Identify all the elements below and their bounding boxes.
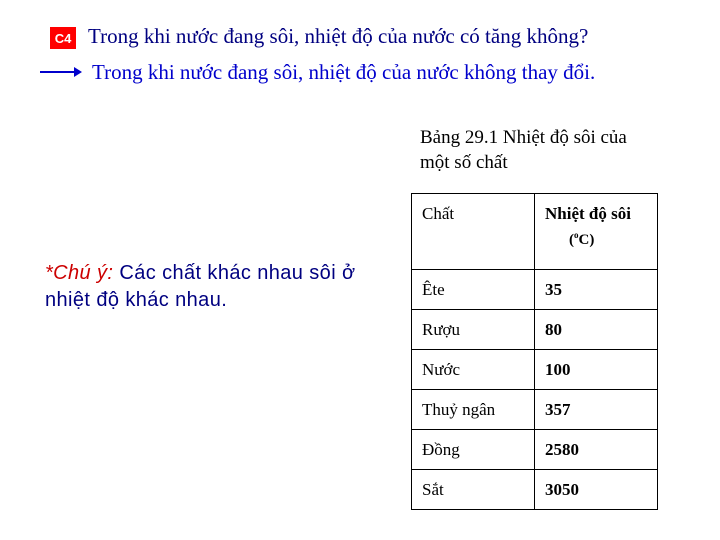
header-unit [545, 230, 657, 249]
row-value: 3050 [535, 470, 658, 510]
table-row [412, 470, 658, 510]
note-lead: *Chú ý: [45, 262, 114, 284]
header-substance: Chất [412, 194, 535, 270]
table-caption [420, 125, 680, 175]
header-boiling-point-label: Nhiệt độ sôi [545, 204, 631, 223]
row-substance: Đồng [412, 430, 535, 470]
header-boiling-point [535, 194, 658, 270]
unit-close: C) [578, 232, 595, 248]
row-substance: Nước [412, 350, 535, 390]
note-block [45, 260, 385, 314]
table-row [412, 430, 658, 470]
unit-open: ( [569, 232, 574, 248]
row-substance: Thuỷ ngân [412, 390, 535, 430]
table-row [412, 350, 658, 390]
question-badge: C4 [50, 27, 76, 49]
caption-line-1: Bảng 29.1 Nhiệt độ sôi của [420, 127, 627, 148]
row-value: 357 [535, 390, 658, 430]
row-value: 35 [535, 270, 658, 310]
row-value: 100 [535, 350, 658, 390]
row-value: 80 [535, 310, 658, 350]
right-arrow-icon [40, 66, 82, 78]
unit-degree: o [574, 230, 579, 240]
table-row [412, 310, 658, 350]
table-header-row [412, 194, 658, 270]
row-substance: Ête [412, 270, 535, 310]
row-substance: Rượu [412, 310, 535, 350]
answer-text: Trong khi nước đang sôi, nhiệt độ của nước không thay đổi. [92, 60, 596, 84]
boiling-point-table [411, 193, 658, 510]
table-row [412, 270, 658, 310]
row-value: 2580 [535, 430, 658, 470]
row-substance: Sắt [412, 470, 535, 510]
caption-line-2: một số chất [420, 152, 508, 173]
note-text: Các chất khác nhau sôi ở nhiệt độ khác nhau. [45, 262, 356, 311]
table-row [412, 390, 658, 430]
question-text: Trong khi nước đang sôi, nhiệt độ của nước có tăng không? [88, 24, 589, 48]
